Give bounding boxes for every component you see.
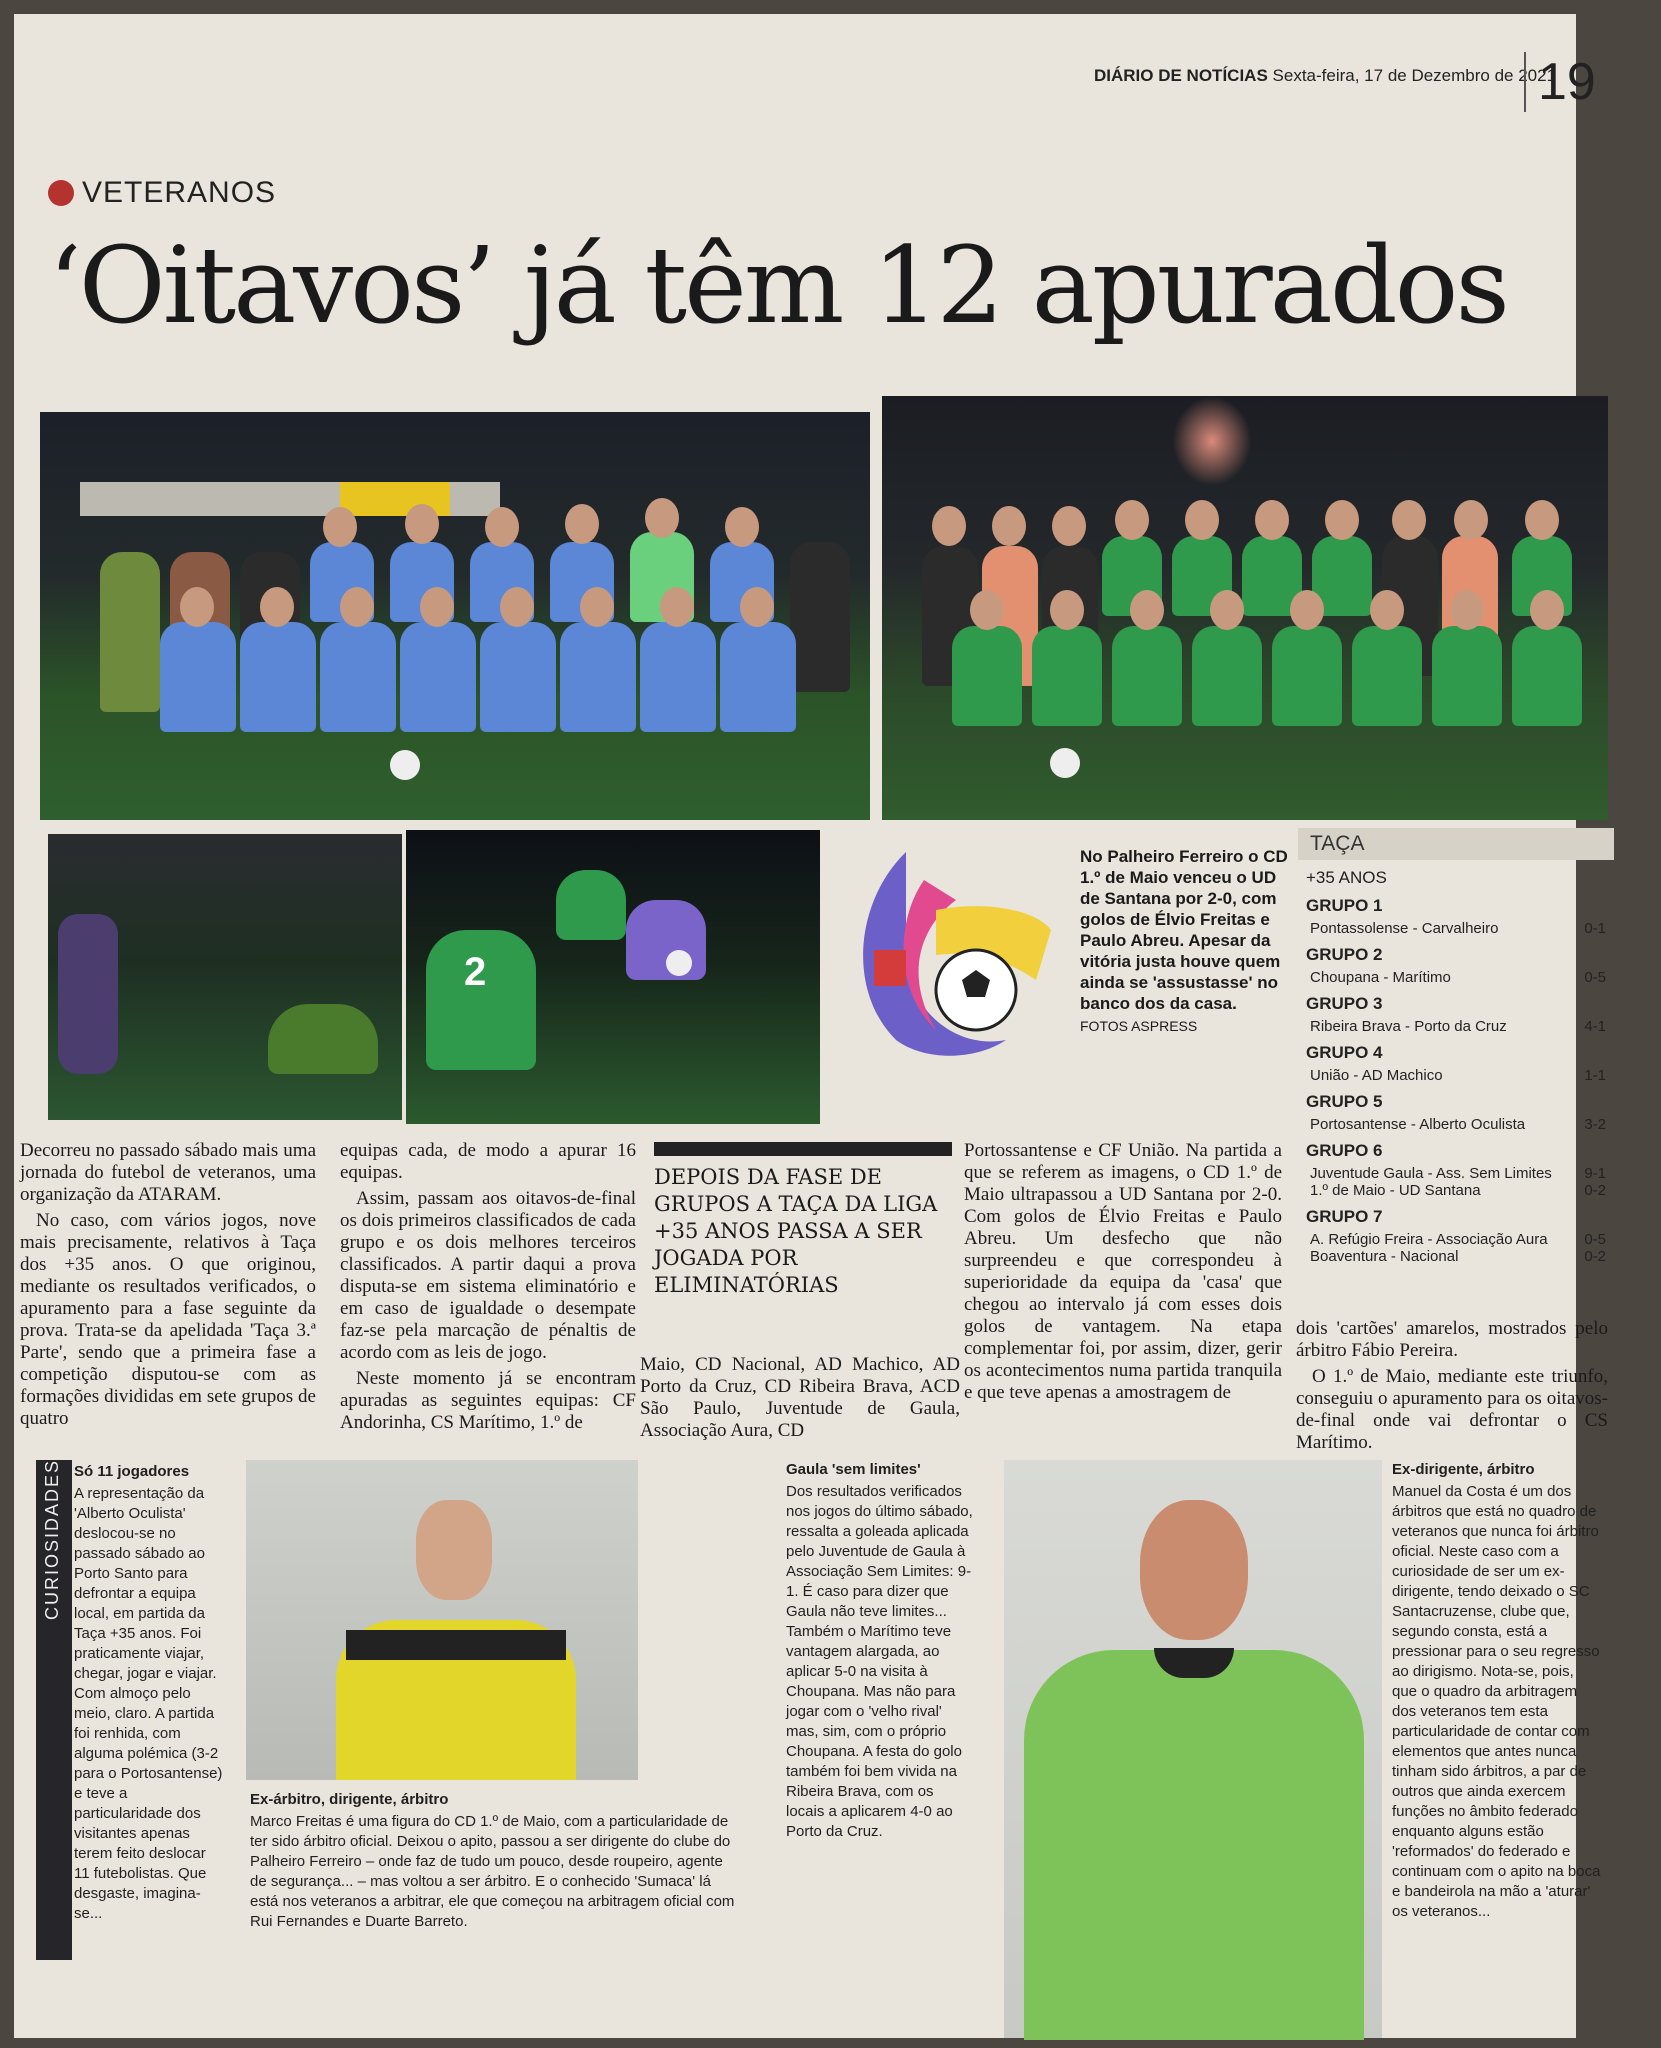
article-paragraph: Decorreu no passado sábado mais uma jornada do futebol de veteranos, uma organização da ATARAM. <box>20 1140 316 1205</box>
result-teams: Juventude Gaula - Ass. Sem Limites <box>1310 1165 1552 1182</box>
page-header <box>1094 66 1557 86</box>
results-box <box>1298 828 1614 1304</box>
photo-caption-text: No Palheiro Ferreiro o CD 1.º de Maio venceu o UD de Santana por 2-0, com golos de Élvio Freitas e Paulo Abreu. Apesar da vitória justa houve quem ainda se 'assustasse' no banco dos da casa. <box>1080 847 1288 1013</box>
article-paragraph: Assim, passam aos oitavos-de-final os dois primeiros classificados de cada grupo e os dois melhores terceiros classificados. A partir daqui a prova disputa-se em sistema eliminatório e em caso de igualdade o desempate faz-se pela marcação de pénaltis de acordo com as leis de jogo. <box>340 1188 636 1363</box>
article-col-4 <box>964 1140 1282 1408</box>
result-teams: Portosantense - Alberto Oculista <box>1310 1116 1526 1133</box>
curiosity-text: Manuel da Costa é um dos árbitros que está no quadro de veteranos que nunca foi árbitro oficial. Neste caso com a curiosidade de ser um ex-dirigente, tendo deixado o SC Santacruzense, clube que, segundo consta, está a pressionar para o seu regresso ao dirigismo. Nota-se, pois, que o quadro da arbitragem dos veteranos tem esta particularidade de contar com elementos que antes nunca tinham sido árbitros, a par de outros que ainda exercem funções no âmbito federado enquanto alguns estão 'reformados' do federado e continuam com o apito na boca e bandeirola na mão a 'aturar' os veteranos... <box>1392 1483 1601 1920</box>
curiosidades-strip <box>36 1460 72 1960</box>
taca-logo <box>836 840 1060 1066</box>
result-row <box>1310 1067 1606 1084</box>
article-paragraph: Maio, CD Nacional, AD Machico, AD Porto da Cruz, CD Ribeira Brava, ACD São Paulo, Juventude de Gaula, Associação Aura, CD <box>640 1354 960 1441</box>
curiosity-box-4 <box>1392 1460 1602 1922</box>
photo-caption <box>1080 846 1290 1037</box>
result-row <box>1310 920 1606 937</box>
result-teams: Ribeira Brava - Porto da Cruz <box>1310 1018 1507 1035</box>
curiosity-title: Só 11 jogadores <box>74 1463 190 1480</box>
result-teams: 1.º de Maio - UD Santana <box>1310 1182 1481 1199</box>
pull-quote: DEPOIS DA FASE DE GRUPOS A TAÇA DA LIGA +35 ANOS PASSA A SER JOGADA POR ELIMINATÓRIAS <box>654 1142 952 1299</box>
curiosity-text: Dos resultados verificados nos jogos do último sábado, ressalta a goleada aplicada pelo Juventude de Gaula à Associação Sem Limites: 9-1. É caso para dizer que Gaula não teve limites... Também o Marítimo teve vantagem alargada, ao aplicar 5-0 na visita à Choupana. Mas não para jogar com o 'velho rival' mas, sim, com o próprio Choupana. A festa do golo também foi bem vivida na Ribeira Brava, com os locais a aplicarem 4-0 ao Porto da Cruz. <box>786 1483 973 1840</box>
result-score: 3-2 <box>1584 1116 1606 1133</box>
result-score: 0-5 <box>1584 969 1606 986</box>
result-teams: A. Refúgio Freira - Associação Aura <box>1310 1231 1548 1248</box>
results-group-title: GRUPO 7 <box>1306 1207 1383 1226</box>
result-score: 0-1 <box>1584 920 1606 937</box>
section-label: VETERANOS <box>82 176 277 209</box>
result-row <box>1310 1248 1606 1265</box>
results-group-title: GRUPO 3 <box>1306 994 1383 1013</box>
results-title: TAÇA <box>1298 828 1614 860</box>
article-paragraph: Portossantense e CF União. Na partida a que se referem as imagens, o CD 1.º de Maio ultrapassou a UD Santana por 2-0. Com golos de Élvio Freitas e Paulo Abreu. Um desfecho que não surpreendeu e que correspondeu à superioridade da equipa da 'casa' que chegou ao intervalo já com esses dois golos de vantagem. Na etapa complementar foi, por assim, dizer, gerir os acontecimentos numa partida tranquila e que teve apenas a amostragem de <box>964 1140 1282 1403</box>
result-teams: Choupana - Marítimo <box>1310 969 1451 986</box>
curiosity-title: Ex-árbitro, dirigente, árbitro <box>250 1791 449 1808</box>
results-group-title: GRUPO 4 <box>1306 1043 1383 1062</box>
newspaper-page <box>14 14 1608 2038</box>
article-col-1 <box>20 1140 316 1434</box>
section-dot-icon <box>48 180 74 206</box>
referee-photo-marco <box>246 1460 638 1780</box>
results-group-title: GRUPO 1 <box>1306 896 1383 915</box>
curiosity-title: Ex-dirigente, árbitro <box>1392 1461 1535 1478</box>
referee-photo-manuel <box>1004 1460 1382 2038</box>
article-col-5 <box>1296 1318 1608 1458</box>
curiosity-box-2 <box>250 1790 740 1932</box>
headline: ‘Oitavos’ já têm 12 apurados <box>48 224 1507 347</box>
article-paragraph: No caso, com vários jogos, nove mais precisamente, relativos à Taça dos +35 anos. O que originou, mediante os resultados verificados, o apuramento para a fase seguinte da prova. Trata-se da apelidada 'Taça 3.ª Parte', sendo que a primeira fase a competição disputou-se com as formações divididas em sete grupos de quatro <box>20 1210 316 1429</box>
curiosity-title: Gaula 'sem limites' <box>786 1461 921 1478</box>
results-group-title: GRUPO 2 <box>1306 945 1383 964</box>
curiosity-box-3 <box>786 1460 976 1842</box>
result-row <box>1310 1231 1606 1248</box>
result-score: 0-2 <box>1584 1182 1606 1199</box>
article-paragraph: equipas cada, de modo a apurar 16 equipas. <box>340 1140 636 1183</box>
results-group-title: GRUPO 5 <box>1306 1092 1383 1111</box>
article-paragraph: dois 'cartões' amarelos, mostrados pelo árbitro Fábio Pereira. <box>1296 1318 1608 1361</box>
result-score: 4-1 <box>1584 1018 1606 1035</box>
section-tag <box>48 176 276 210</box>
team-photo-blue <box>40 412 870 820</box>
results-groups <box>1298 896 1614 1265</box>
result-row <box>1310 969 1606 986</box>
article-paragraph: O 1.º de Maio, mediante este triunfo, conseguiu o apuramento para os oitavos-de-final onde vai defrontar o CS Marítimo. <box>1296 1366 1608 1453</box>
publication-date: Sexta-feira, 17 de Dezembro de 2021 <box>1272 66 1557 85</box>
result-row <box>1310 1018 1606 1035</box>
curiosity-text: Marco Freitas é uma figura do CD 1.º de Maio, com a particularidade de ter sido árbitro oficial. Deixou o apito, passou a ser dirigente do clube do Palheiro Ferreiro – onde faz de tudo um pouco, desde roupeiro, agente de segurança... – mas voltou a ser árbitro. E o conhecido 'Sumaca' lá está nos veteranos a arbitrar, ele que começou na arbitragem oficial com Rui Fernandes e Duarte Barreto. <box>250 1813 735 1930</box>
result-score: 0-2 <box>1584 1248 1606 1265</box>
result-row <box>1310 1182 1606 1199</box>
team-photo-green <box>882 396 1608 820</box>
article-col-2 <box>340 1140 636 1438</box>
curiosity-text: A representação da 'Alberto Oculista' deslocou-se no passado sábado ao Porto Santo para defrontar a equipa local, em partida da Taça +35 anos. Foi praticamente viajar, chegar, jogar e viajar. Com almoço pelo meio, claro. A partida foi renhida, com alguma polémica (3-2 para o Portosantense) e teve a particularidade dos visitantes apenas terem feito deslocar 11 futebolistas. Que desgaste, imagina-se... <box>74 1485 223 1922</box>
result-teams: Boaventura - Nacional <box>1310 1248 1459 1265</box>
results-group-title: GRUPO 6 <box>1306 1141 1383 1160</box>
result-score: 0-5 <box>1584 1231 1606 1248</box>
result-row <box>1310 1116 1606 1133</box>
bench-photo <box>48 834 402 1120</box>
curiosidades-label: CURIOSIDADES <box>42 1458 62 1620</box>
result-teams: União - AD Machico <box>1310 1067 1443 1084</box>
article-paragraph: Neste momento já se encontram apuradas as seguintes equipas: CF Andorinha, CS Marítimo, 1.º de <box>340 1368 636 1433</box>
curiosity-box-1 <box>74 1462 224 1924</box>
result-row <box>1310 1165 1606 1182</box>
page-number: 19 <box>1524 52 1596 112</box>
newspaper-name: DIÁRIO DE NOTÍCIAS <box>1094 66 1268 85</box>
match-action-photo: 2 <box>406 830 820 1124</box>
result-teams: Pontassolense - Carvalheiro <box>1310 920 1499 937</box>
article-col-3 <box>640 1354 960 1446</box>
photo-credit: FOTOS ASPRESS <box>1080 1018 1198 1034</box>
results-category: +35 ANOS <box>1306 868 1387 887</box>
result-score: 9-1 <box>1584 1165 1606 1182</box>
result-score: 1-1 <box>1584 1067 1606 1084</box>
